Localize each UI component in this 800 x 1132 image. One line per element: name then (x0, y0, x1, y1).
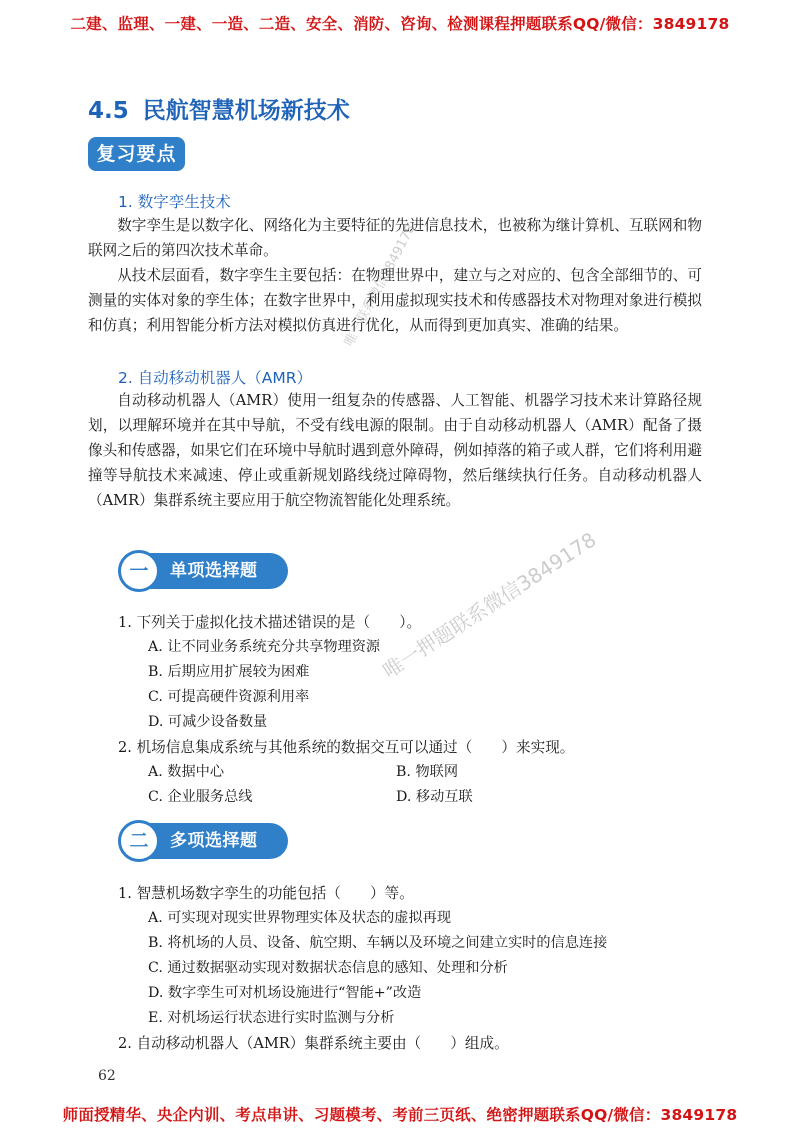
option: C. 企业服务总线 (148, 789, 253, 805)
option: C. 通过数据驱动实现对数据状态信息的感知、处理和分析 (148, 960, 508, 976)
option: C. 可提高硬件资源利用率 (148, 689, 310, 705)
section-title-text: 民航智慧机场新技术 (142, 98, 350, 124)
option: D. 可减少设备数量 (148, 714, 268, 730)
topic-body-amr (88, 388, 702, 513)
option: D. 移动互联 (396, 789, 473, 805)
option: B. 后期应用扩展较为困难 (148, 664, 310, 680)
paragraph: 数字孪生是以数字化、网络化为主要特征的先进信息技术，也被称为继计算机、互联网和物联网之后的第四次技术革命。 (88, 217, 702, 259)
paragraph: 自动移动机器人（AMR）使用一组复杂的传感器、人工智能、机器学习技术来计算路径规划，以理解环境并在其中导航，不受有线电源的限制。由于自动移动机器人（AMR）配备了摄像头和传感器，如果它们在环境中导航时遇到意外障碍，例如掉落的箱子或人群，它们将利用避撞等导航技术来减速、停止或重新规划路线绕过障碍物，然后继续执行任务。自动移动机器人（AMR）集群系统主要应用于航空物流智能化处理系统。 (88, 392, 702, 509)
option: B. 物联网 (396, 764, 459, 780)
option: D. 数字孪生可对机场设施进行“智能+”改造 (148, 985, 422, 1001)
bottom-banner: 师面授精华、央企内训、考点串讲、习题模考、考前三页纸、绝密押题联系QQ/微信：3849178 (62, 1106, 738, 1124)
section-title (88, 92, 350, 125)
page-number: 62 (98, 1068, 116, 1084)
multi-choice-header (118, 820, 290, 862)
single-choice-label: 单项选择题 (140, 553, 288, 589)
watermark: 唯一押题联系微信3849178 (378, 527, 601, 684)
option: A. 可实现对现实世界物理实体及状态的虚拟再现 (148, 910, 452, 926)
single-choice-header (118, 550, 290, 592)
multi-choice-badge: 二 (118, 820, 160, 862)
top-banner: 二建、监理、一建、一造、二造、安全、消防、咨询、检测课程押题联系QQ/微信：3849178 (70, 15, 730, 33)
watermark: 唯一联系微信3849178 (341, 221, 419, 349)
question-stem: 1. 下列关于虚拟化技术描述错误的是（ ）。 (118, 614, 422, 631)
topic-heading-amr: 2. 自动移动机器人（AMR） (118, 369, 312, 387)
paragraph: 从技术层面看，数字孪生主要包括：在物理世界中，建立与之对应的、包含全部细节的、可测量的实体对象的孪生体；在数字世界中，利用虚拟现实技术和传感器技术对物理对象进行模拟和仿真；利用智能分析方法对模拟仿真进行优化，从而得到更加真实、准确的结果。 (88, 267, 702, 334)
topic-heading-digital-twin: 1. 数字孪生技术 (118, 193, 231, 211)
option: A. 数据中心 (148, 764, 225, 780)
section-number: 4.5 (88, 98, 129, 124)
option: E. 对机场运行状态进行实时监测与分析 (148, 1010, 395, 1026)
option: A. 让不同业务系统充分共享物理资源 (148, 639, 381, 655)
question-stem: 2. 机场信息集成系统与其他系统的数据交互可以通过（ ）来实现。 (118, 739, 575, 756)
question-stem: 1. 智慧机场数字孪生的功能包括（ ）等。 (118, 885, 414, 902)
review-points-label: 复习要点 (88, 137, 185, 171)
option: B. 将机场的人员、设备、航空期、车辆以及环境之间建立实时的信息连接 (148, 935, 608, 951)
multi-choice-label: 多项选择题 (140, 823, 288, 859)
question-stem: 2. 自动移动机器人（AMR）集群系统主要由（ ）组成。 (118, 1035, 509, 1052)
single-choice-badge: 一 (118, 550, 160, 592)
